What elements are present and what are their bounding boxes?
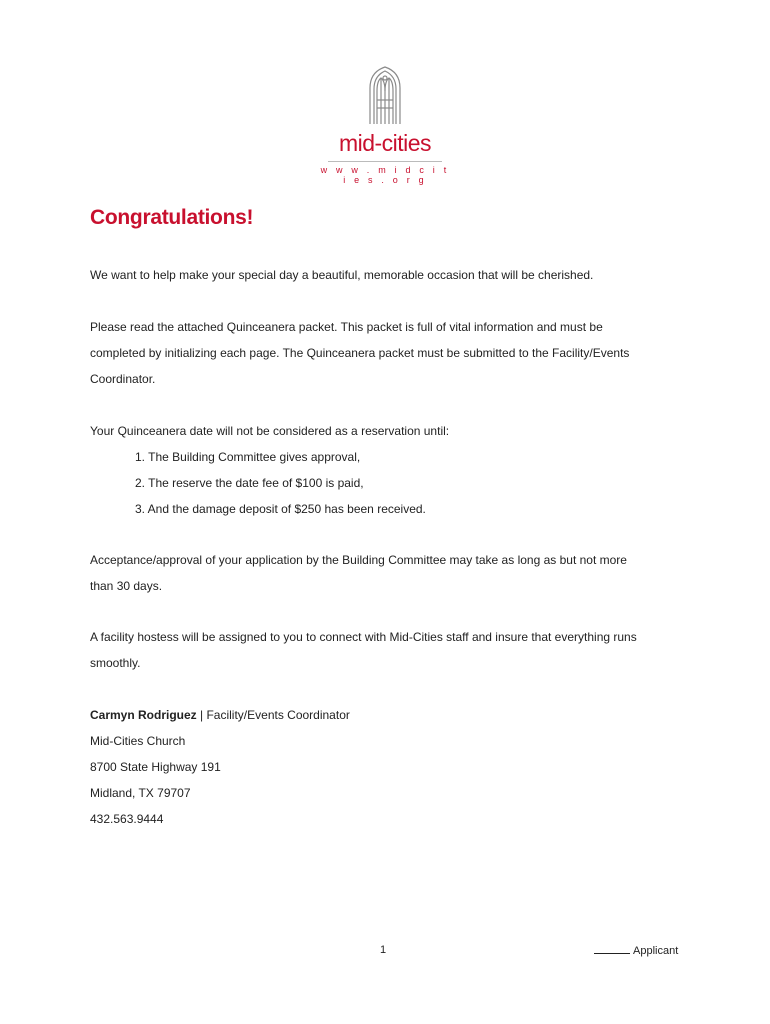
church-window-icon	[368, 66, 402, 126]
intro-paragraph: We want to help make your special day a beautiful, memorable occasion that will be cherished.	[90, 268, 594, 282]
contact-city: Midland, TX 79707	[90, 786, 191, 800]
packet-line-3: Coordinator.	[90, 372, 156, 386]
logo	[318, 66, 452, 184]
page-title: Congratulations!	[90, 206, 254, 229]
contact-title: | Facility/Events Coordinator	[196, 708, 350, 722]
approval-line-2: than 30 days.	[90, 579, 163, 593]
packet-line-1: Please read the attached Quinceanera packet. This packet is full of vital information and must be	[90, 320, 603, 334]
contact-street: 8700 State Highway 191	[90, 760, 221, 774]
hostess-line-1: A facility hostess will be assigned to you to connect with Mid-Cities staff and insure that everything runs	[90, 630, 637, 644]
logo-divider	[328, 161, 442, 162]
condition-item-2: 2. The reserve the date fee of $100 is paid,	[135, 476, 364, 490]
hostess-line-2: smoothly.	[90, 656, 141, 670]
initial-blank-line	[594, 944, 630, 954]
reservation-intro: Your Quinceanera date will not be considered as a reservation until:	[90, 424, 450, 438]
logo-name: mid-cities	[338, 130, 432, 156]
contact-name-line	[90, 702, 350, 728]
applicant-label: Applicant	[633, 945, 679, 957]
condition-item-3: 3. And the damage deposit of $250 has been received.	[135, 502, 426, 516]
approval-line-1: Acceptance/approval of your application by the Building Committee may take as long as but not more	[90, 553, 627, 567]
contact-name: Carmyn Rodriguez	[90, 708, 197, 722]
contact-organization: Mid-Cities Church	[90, 734, 186, 748]
contact-phone: 432.563.9444	[90, 812, 164, 826]
packet-line-2: completed by initializing each page. The Quinceanera packet must be submitted to the Facility/Events	[90, 346, 630, 360]
logo-url: w w w . m i d c i t i e s . o r g	[320, 165, 450, 185]
applicant-initial-field	[594, 944, 678, 957]
page-number: 1	[380, 944, 387, 956]
condition-item-1: 1. The Building Committee gives approval,	[135, 450, 361, 464]
